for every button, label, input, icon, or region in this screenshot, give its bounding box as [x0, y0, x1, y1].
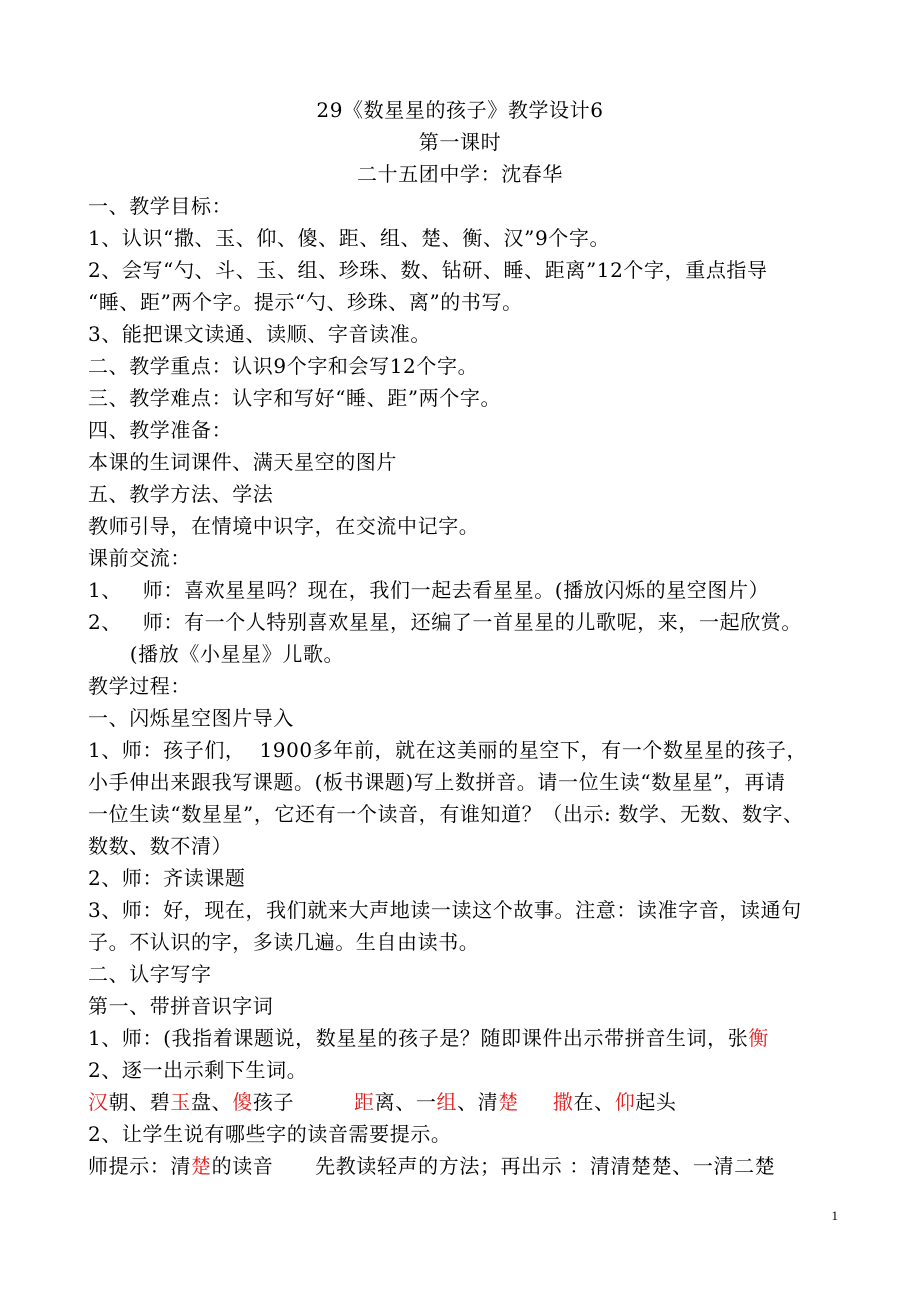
- text-run: 师提示：清: [88, 1154, 191, 1178]
- text-run: 朝、碧: [108, 1090, 171, 1114]
- text-line: 第一、带拼音识字词: [88, 994, 274, 1018]
- text-line: “睡、距”两个字。提示“勺、珍珠、离”的书写。: [88, 290, 523, 314]
- vocab-line: [88, 1086, 840, 1118]
- text-run: 盘、: [191, 1090, 233, 1114]
- text-line: 2、会写“勺、斗、玉、组、珍珠、数、钻研、睡、距离”12个字，重点指导: [88, 258, 768, 282]
- page-number: 1: [831, 1208, 838, 1223]
- text-run: 1、师：(我指着课题说，数星星的孩子是？随即课件出示带拼音生词，张: [88, 1026, 749, 1050]
- highlighted-char: 汉: [88, 1090, 109, 1114]
- text-line: 一位生读“数星星”，它还有一个读音，有谁知道？（出示: 数学、无数、数字、: [88, 802, 804, 826]
- text-line: 二、认字写字: [88, 962, 212, 986]
- text-line: 小手伸出来跟我写课题。(板书课题)写上数拼音。请一位生读“数星星”，再请: [88, 770, 786, 794]
- text-line: 2、师：齐读课题: [88, 866, 246, 890]
- text-run: 起头: [635, 1090, 677, 1114]
- text-run: 孩子: [252, 1090, 295, 1114]
- highlighted-char: 距: [354, 1090, 375, 1114]
- text-line: [88, 1022, 840, 1054]
- text-line: (播放《小星星》儿歌。: [88, 642, 345, 666]
- text-line: 数数、数不清）: [88, 834, 233, 858]
- text-run: 的读音 先教读轻声的方法；再出示 ：清清楚楚、一清二楚: [211, 1154, 776, 1178]
- text-line: 本课的生词课件、满天星空的图片: [88, 450, 397, 474]
- text-line: 2、让学生说有哪些字的读音需要提示。: [88, 1122, 452, 1146]
- highlighted-char: 傻: [232, 1090, 253, 1114]
- highlighted-char: 衡: [748, 1026, 769, 1050]
- highlighted-char: 楚: [191, 1154, 212, 1178]
- hint-line: [88, 1150, 840, 1182]
- text-line: 课前交流：: [88, 546, 191, 570]
- highlighted-char: 玉: [170, 1090, 192, 1114]
- text-line: 五、教学方法、学法: [88, 482, 274, 506]
- text-line: 2、逐一出示剩下生词。: [88, 1058, 308, 1082]
- text-line: 1、 师：喜欢星星吗？现在，我们一起去看星星。(播放闪烁的星空图片）: [88, 578, 770, 602]
- highlighted-char: 组: [436, 1090, 458, 1114]
- highlighted-char: 仰: [614, 1090, 636, 1114]
- document-author: 二十五团中学：沈春华: [357, 162, 563, 186]
- text-line: 3、能把课文读通、读顺、字音读准。: [88, 322, 431, 346]
- text-line: 1、师：孩子们， 1900多年前，就在这美丽的星空下，有一个数星星的孩子，: [88, 738, 808, 762]
- document-subtitle: 第一课时: [418, 130, 502, 154]
- text-line: 一、教学目标：: [88, 194, 233, 218]
- text-line: 四、教学准备：: [88, 418, 233, 442]
- text-line: 教学过程：: [88, 674, 191, 698]
- text-run: 、清: [457, 1090, 499, 1114]
- text-line: 三、教学难点：认字和写好“睡、距”两个字。: [88, 386, 502, 410]
- text-line: 1、认识“撒、玉、仰、傻、距、组、楚、衡、汉”9个字。: [88, 226, 611, 250]
- text-run: 在、: [573, 1090, 615, 1114]
- text-line: 子。不认识的字，多读几遍。生自由读书。: [88, 930, 480, 954]
- document-title: 29《数星星的孩子》教学设计6: [316, 98, 604, 122]
- text-line: 教师引导，在情境中识字，在交流中记字。: [88, 514, 480, 538]
- text-line: 二、教学重点：认识9个字和会写12个字。: [88, 354, 479, 378]
- highlighted-char: 撒: [552, 1090, 574, 1114]
- text-line: 一、闪烁星空图片导入: [88, 706, 294, 730]
- text-run: 离、一: [374, 1090, 437, 1114]
- text-line: 2、 师：有一个人特别喜欢星星，还编了一首星星的儿歌呢，来，一起欣赏。: [88, 610, 802, 634]
- text-line: 3、师：好，现在，我们就来大声地读一读这个故事。注意：读准字音，读通句: [88, 898, 802, 922]
- highlighted-char: 楚: [498, 1090, 519, 1114]
